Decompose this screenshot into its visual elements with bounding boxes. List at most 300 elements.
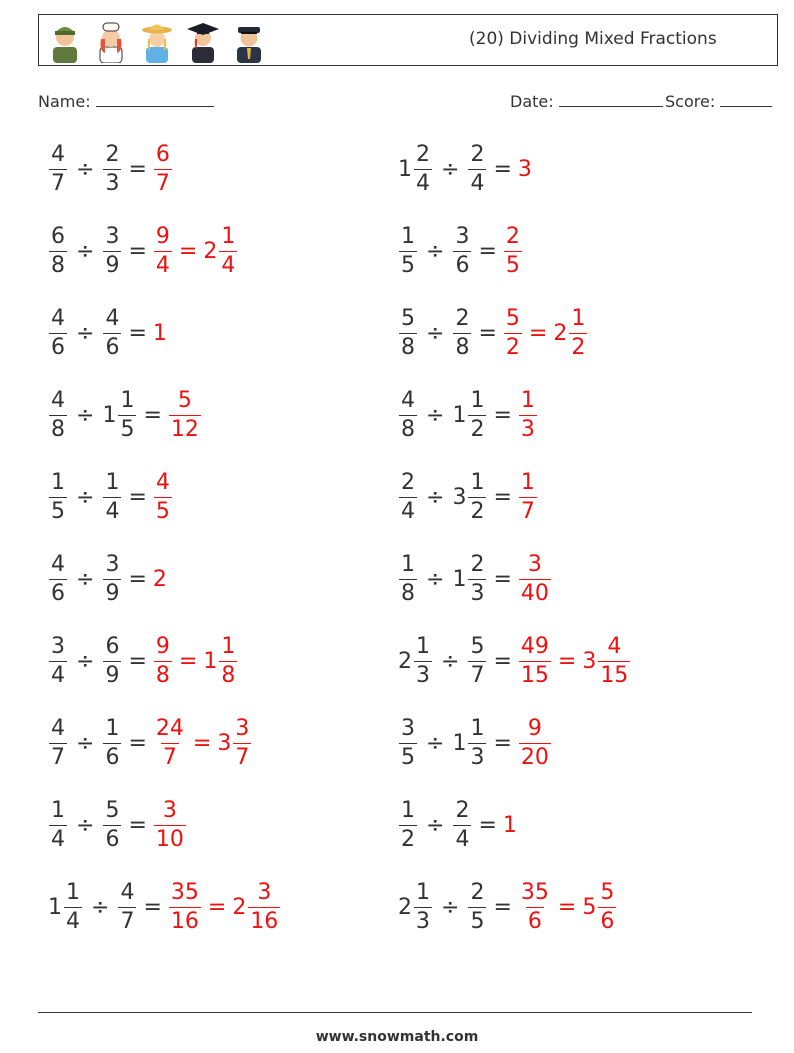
denominator: 3	[416, 662, 430, 688]
denominator: 6	[51, 334, 65, 360]
equals-sign: =	[493, 648, 512, 674]
numerator: 1	[105, 715, 120, 741]
whole-number: 2	[398, 894, 412, 920]
divide-sign: ÷	[426, 730, 445, 756]
numerator: 1	[401, 223, 415, 249]
numerator: 2	[401, 469, 415, 495]
fraction	[49, 551, 67, 606]
divide-sign: ÷	[426, 238, 445, 264]
dividend	[48, 715, 68, 770]
equals-sign: =	[128, 812, 147, 838]
dividend	[48, 469, 68, 524]
equals-sign: =	[128, 730, 147, 756]
denominator: 7	[120, 908, 135, 934]
fraction	[49, 141, 67, 196]
denominator: 4	[105, 498, 120, 524]
numerator: 2	[455, 305, 470, 331]
divisor	[452, 305, 472, 360]
denominator: 6	[51, 580, 65, 606]
answer-integer: 3	[517, 156, 532, 182]
answer-fraction	[154, 141, 172, 196]
problem-15	[48, 715, 252, 771]
answer-fraction	[519, 715, 551, 770]
dividend	[398, 715, 418, 770]
numerator: 1	[51, 797, 65, 823]
answer-integer: 1	[502, 812, 517, 838]
equals-sign: =	[128, 648, 147, 674]
numerator: 4	[401, 387, 415, 413]
fraction	[453, 305, 471, 360]
problem-8	[398, 387, 538, 443]
dividend	[398, 469, 418, 524]
numerator: 1	[520, 387, 535, 413]
denominator: 7	[155, 170, 170, 196]
denominator: 4	[51, 662, 65, 688]
farmer-avatar-icon	[137, 17, 177, 63]
numerator: 5	[105, 797, 120, 823]
dividend	[48, 223, 68, 278]
fraction	[468, 715, 486, 770]
answer-mixed	[582, 879, 617, 934]
divide-sign: ÷	[441, 648, 460, 674]
denominator: 16	[250, 908, 279, 934]
numerator: 2	[470, 879, 485, 905]
fraction	[103, 633, 121, 688]
answer-fraction	[154, 715, 186, 770]
whole-number: 1	[203, 648, 218, 674]
denominator: 8	[51, 416, 65, 442]
fraction	[399, 223, 417, 278]
problem-6	[398, 305, 588, 361]
fraction	[399, 469, 417, 524]
fraction	[118, 387, 136, 442]
problem-10	[398, 469, 538, 525]
equals-sign: =	[557, 894, 577, 920]
divide-sign: ÷	[426, 320, 445, 346]
problem-13	[48, 633, 238, 689]
whole-number: 3	[452, 484, 467, 510]
denominator: 5	[470, 908, 485, 934]
divisor	[102, 469, 122, 524]
numerator: 4	[607, 633, 622, 659]
dividend	[48, 305, 68, 360]
problem-1	[48, 141, 173, 197]
answer	[518, 469, 538, 524]
numerator: 1	[401, 797, 415, 823]
numerator: 6	[155, 141, 170, 167]
divide-sign: ÷	[441, 156, 460, 182]
fraction	[468, 633, 486, 688]
name-blank[interactable]	[96, 92, 214, 107]
equals-sign: =	[128, 484, 147, 510]
numerator: 3	[105, 551, 120, 577]
fraction	[468, 879, 486, 934]
numerator: 49	[520, 633, 549, 659]
divide-sign: ÷	[76, 156, 95, 182]
answer	[168, 879, 202, 934]
denominator: 5	[51, 498, 65, 524]
answer-mixed	[203, 633, 238, 688]
denominator: 6	[105, 826, 120, 852]
numerator: 1	[221, 223, 236, 249]
equals-sign: =	[478, 812, 497, 838]
fraction	[453, 797, 471, 852]
numerator: 2	[455, 797, 470, 823]
dividend	[398, 223, 418, 278]
divisor	[467, 633, 487, 688]
fraction	[399, 715, 417, 770]
answer-mixed	[203, 223, 238, 278]
date-field[interactable]	[510, 92, 663, 111]
equals-sign: =	[493, 484, 512, 510]
equals-sign: =	[143, 402, 162, 428]
numerator: 1	[416, 879, 430, 905]
denominator: 9	[105, 252, 120, 278]
fraction	[103, 141, 121, 196]
divisor	[452, 387, 487, 442]
numerator: 35	[170, 879, 199, 905]
divisor	[102, 141, 122, 196]
fraction	[103, 715, 121, 770]
answer	[153, 567, 167, 592]
divide-sign: ÷	[426, 484, 445, 510]
numerator: 1	[51, 469, 65, 495]
answer-fraction	[219, 223, 237, 278]
footer-divider	[38, 1012, 752, 1013]
divisor	[102, 715, 122, 770]
denominator: 5	[505, 252, 520, 278]
denominator: 40	[520, 580, 549, 606]
whole-number: 2	[553, 320, 568, 346]
numerator: 4	[51, 305, 65, 331]
denominator: 4	[51, 826, 65, 852]
problem-2	[398, 141, 532, 197]
fraction	[468, 141, 486, 196]
fraction	[103, 797, 121, 852]
problem-20	[398, 879, 617, 935]
divisor	[102, 551, 122, 606]
equals-sign: =	[128, 156, 147, 182]
answer-fraction	[519, 551, 551, 606]
denominator: 7	[51, 170, 65, 196]
denominator: 5	[401, 252, 415, 278]
answer-fraction	[219, 633, 237, 688]
dividend	[48, 633, 68, 688]
whole-number: 2	[232, 894, 247, 920]
numerator: 3	[105, 223, 120, 249]
denominator: 3	[520, 416, 535, 442]
denominator: 2	[505, 334, 520, 360]
numerator: 3	[235, 715, 250, 741]
numerator: 1	[105, 469, 120, 495]
numerator: 1	[66, 879, 80, 905]
denominator: 5	[401, 744, 415, 770]
answer-fraction	[169, 387, 201, 442]
fraction	[453, 223, 471, 278]
numerator: 3	[162, 797, 177, 823]
problem-3	[48, 223, 238, 279]
denominator: 6	[105, 334, 120, 360]
answer-fraction	[519, 387, 537, 442]
divisor	[102, 305, 122, 360]
graduate-avatar-icon	[183, 17, 223, 63]
answer	[153, 633, 173, 688]
numerator: 1	[520, 469, 535, 495]
whole-number: 3	[217, 730, 232, 756]
date-blank[interactable]	[559, 92, 663, 107]
answer	[153, 223, 173, 278]
divide-sign: ÷	[76, 566, 95, 592]
answer	[518, 157, 532, 182]
fraction	[49, 633, 67, 688]
denominator: 12	[170, 416, 199, 442]
worksheet-title: (20) Dividing Mixed Fractions	[469, 29, 717, 49]
score-field[interactable]	[665, 92, 772, 111]
dividend	[48, 551, 68, 606]
denominator: 4	[66, 908, 80, 934]
fraction	[414, 141, 432, 196]
denominator: 4	[221, 252, 236, 278]
answer-fraction	[248, 879, 280, 934]
answer	[153, 141, 173, 196]
numerator: 4	[120, 879, 135, 905]
answer-integer: 2	[152, 566, 167, 592]
divide-sign: ÷	[441, 894, 460, 920]
denominator: 2	[571, 334, 586, 360]
numerator: 5	[177, 387, 192, 413]
numerator: 1	[470, 469, 485, 495]
divide-sign: ÷	[76, 648, 95, 674]
denominator: 15	[520, 662, 549, 688]
answer	[153, 797, 187, 852]
answer	[153, 321, 167, 346]
denominator: 6	[105, 744, 120, 770]
numerator: 5	[505, 305, 520, 331]
answer-mixed	[232, 879, 281, 934]
answer-fraction	[154, 633, 172, 688]
equals-sign: =	[192, 730, 212, 756]
numerator: 3	[257, 879, 272, 905]
divide-sign: ÷	[76, 320, 95, 346]
whole-number: 2	[203, 238, 218, 264]
denominator: 8	[221, 662, 236, 688]
answer-fraction	[154, 223, 172, 278]
dividend	[48, 797, 68, 852]
numerator: 3	[527, 551, 542, 577]
answer	[518, 387, 538, 442]
answer	[518, 715, 552, 770]
equals-sign: =	[128, 238, 147, 264]
dividend	[398, 551, 418, 606]
whole-number: 5	[582, 894, 597, 920]
answer	[503, 813, 517, 838]
divisor	[467, 141, 487, 196]
divide-sign: ÷	[426, 812, 445, 838]
divide-sign: ÷	[76, 730, 95, 756]
fraction	[399, 305, 417, 360]
denominator: 4	[401, 498, 415, 524]
whole-number: 3	[582, 648, 597, 674]
numerator: 24	[155, 715, 184, 741]
answer-integer: 1	[152, 320, 167, 346]
numerator: 9	[155, 223, 170, 249]
denominator: 8	[51, 252, 65, 278]
divide-sign: ÷	[426, 402, 445, 428]
numerator: 4	[105, 305, 120, 331]
numerator: 3	[401, 715, 415, 741]
numerator: 1	[470, 387, 485, 413]
problem-18	[398, 797, 517, 853]
answer-fraction	[154, 797, 186, 852]
fraction	[399, 551, 417, 606]
problem-14	[398, 633, 631, 689]
numerator: 2	[505, 223, 520, 249]
equals-sign: =	[493, 730, 512, 756]
answer-fraction	[519, 879, 551, 934]
numerator: 4	[51, 551, 65, 577]
numerator: 4	[155, 469, 170, 495]
problem-12	[398, 551, 552, 607]
denominator: 5	[120, 416, 135, 442]
denominator: 6	[455, 252, 470, 278]
whole-number: 1	[102, 402, 117, 428]
denominator: 4	[470, 170, 485, 196]
fraction	[64, 879, 82, 934]
answer-fraction	[169, 879, 201, 934]
divide-sign: ÷	[76, 238, 95, 264]
numerator: 6	[105, 633, 120, 659]
denominator: 16	[170, 908, 199, 934]
numerator: 2	[470, 141, 485, 167]
fraction	[49, 469, 67, 524]
numerator: 5	[401, 305, 415, 331]
denominator: 7	[520, 498, 535, 524]
problem-16	[398, 715, 552, 771]
denominator: 8	[155, 662, 170, 688]
denominator: 9	[105, 580, 120, 606]
answer	[518, 879, 552, 934]
dividend	[398, 879, 433, 934]
fraction	[468, 551, 486, 606]
denominator: 3	[470, 580, 485, 606]
numerator: 1	[401, 551, 415, 577]
fraction	[49, 305, 67, 360]
whole-number: 1	[452, 402, 467, 428]
denominator: 8	[455, 334, 470, 360]
fraction	[103, 469, 121, 524]
problem-4	[398, 223, 523, 279]
divide-sign: ÷	[91, 894, 110, 920]
divisor	[102, 223, 122, 278]
equals-sign: =	[557, 648, 577, 674]
answer-mixed	[553, 305, 588, 360]
divisor	[467, 879, 487, 934]
equals-sign: =	[493, 156, 512, 182]
fraction	[49, 387, 67, 442]
divisor	[452, 223, 472, 278]
equals-sign: =	[478, 238, 497, 264]
equals-sign: =	[493, 402, 512, 428]
answer-fraction	[598, 879, 616, 934]
equals-sign: =	[178, 238, 198, 264]
numerator: 2	[470, 551, 485, 577]
numerator: 1	[120, 387, 135, 413]
denominator: 2	[470, 498, 485, 524]
fraction	[103, 223, 121, 278]
divisor	[452, 715, 487, 770]
divisor	[102, 797, 122, 852]
whole-number: 2	[398, 648, 412, 674]
problem-7	[48, 387, 202, 443]
denominator: 6	[527, 908, 542, 934]
denominator: 2	[470, 416, 485, 442]
equals-sign: =	[493, 566, 512, 592]
dividend	[398, 633, 433, 688]
denominator: 8	[401, 580, 415, 606]
dividend	[48, 141, 68, 196]
dividend	[398, 141, 433, 196]
numerator: 1	[416, 633, 430, 659]
date-label: Date:	[510, 92, 554, 111]
numerator: 9	[155, 633, 170, 659]
fraction	[103, 305, 121, 360]
answer-fraction	[504, 305, 522, 360]
name-label: Name:	[38, 92, 91, 111]
answer-fraction	[569, 305, 587, 360]
name-field[interactable]	[38, 92, 214, 111]
numerator: 5	[470, 633, 485, 659]
denominator: 15	[600, 662, 629, 688]
fraction	[468, 387, 486, 442]
answer	[168, 387, 202, 442]
problem-17	[48, 797, 187, 853]
problem-5	[48, 305, 167, 361]
equals-sign: =	[128, 320, 147, 346]
denominator: 8	[401, 416, 415, 442]
numerator: 1	[571, 305, 586, 331]
numerator: 4	[51, 715, 65, 741]
divide-sign: ÷	[76, 402, 95, 428]
answer	[518, 633, 552, 688]
dividend	[398, 387, 418, 442]
answer-fraction	[233, 715, 251, 770]
fraction	[399, 387, 417, 442]
numerator: 35	[520, 879, 549, 905]
divide-sign: ÷	[76, 812, 95, 838]
fraction	[468, 469, 486, 524]
footer-url[interactable]: www.snowmath.com	[315, 1029, 479, 1045]
denominator: 10	[155, 826, 184, 852]
answer-mixed	[582, 633, 631, 688]
equals-sign: =	[178, 648, 198, 674]
soldier-avatar-icon	[45, 17, 85, 63]
denominator: 4	[416, 170, 430, 196]
whole-number: 1	[398, 156, 412, 182]
fraction	[103, 551, 121, 606]
fraction	[49, 797, 67, 852]
divisor	[102, 633, 122, 688]
score-blank[interactable]	[720, 92, 772, 107]
numerator: 4	[51, 141, 65, 167]
equals-sign: =	[528, 320, 548, 346]
whole-number: 1	[452, 566, 467, 592]
problem-9	[48, 469, 173, 525]
answer-fraction	[504, 223, 522, 278]
answer	[153, 715, 187, 770]
equals-sign: =	[478, 320, 497, 346]
denominator: 7	[162, 744, 177, 770]
worksheet-header	[38, 14, 778, 66]
